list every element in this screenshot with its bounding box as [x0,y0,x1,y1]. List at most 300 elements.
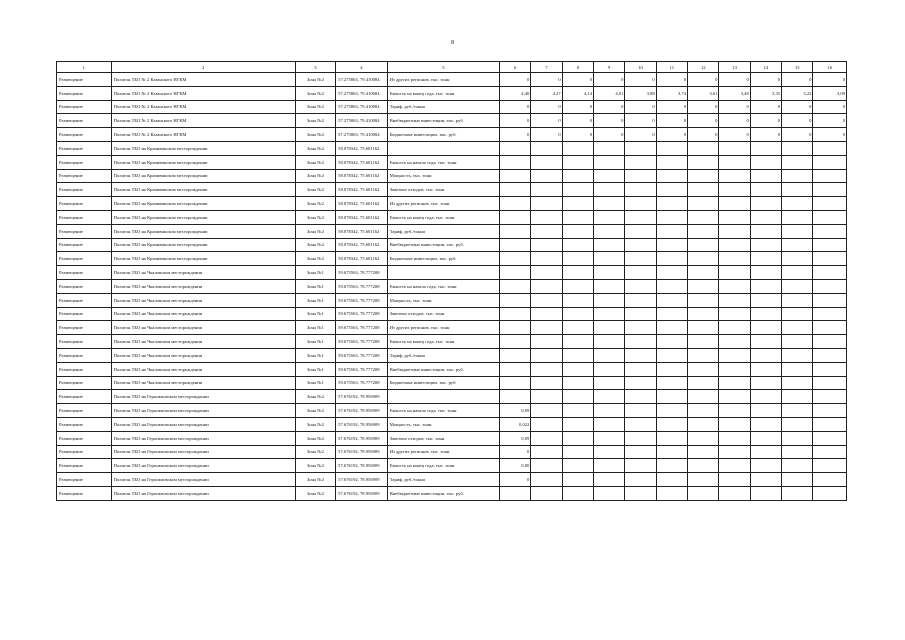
coordinates-cell: 58.078342, 75.601162 [336,183,388,197]
table-row [57,197,847,211]
zone-cell: Зона №2 [295,473,335,487]
facility-name-cell: Полигон ТБО на Крапивинском месторождении [111,183,295,197]
value-cell [625,431,656,445]
table-row [57,114,847,128]
value-cell [656,293,687,307]
value-cell [500,486,531,500]
value-cell [750,362,781,376]
value-cell [688,224,719,238]
value-cell: 3,48 [719,86,750,100]
value-cell [562,376,593,390]
value-cell [594,473,625,487]
indicator-cell: Мощность, тыс. тонн [387,169,499,183]
value-cell: 0 [656,100,687,114]
value-cell [750,307,781,321]
activity-cell: Размещение [57,293,112,307]
value-cell [719,279,750,293]
value-cell [813,197,847,211]
zone-cell: Зона №2 [295,128,335,142]
zone-cell: Зона №2 [295,445,335,459]
value-cell [782,404,813,418]
value-cell [813,335,847,349]
value-cell [813,266,847,280]
activity-cell: Размещение [57,335,112,349]
value-cell: 0 [625,114,656,128]
value-cell [782,238,813,252]
value-cell [562,238,593,252]
facility-name-cell: Полигон ТБО на Герасимовском месторождении [111,486,295,500]
value-cell [531,417,562,431]
value-cell [656,445,687,459]
facility-name-cell: Полигон ТБО на Чкаловском месторождении [111,335,295,349]
value-cell [813,473,847,487]
value-cell [750,486,781,500]
value-cell [625,417,656,431]
activity-cell: Размещение [57,114,112,128]
value-cell: 3,09 [813,86,847,100]
value-cell [813,348,847,362]
indicator-cell: Завезено отходов, тыс. тонн [387,307,499,321]
value-cell: 0 [688,73,719,87]
zone-cell: Зона №2 [295,390,335,404]
table-row [57,100,847,114]
column-number-13: 13 [719,62,750,73]
activity-cell: Размещение [57,486,112,500]
value-cell [688,252,719,266]
value-cell [688,169,719,183]
value-cell [562,279,593,293]
activity-cell: Размещение [57,86,112,100]
value-cell [719,404,750,418]
value-cell [625,197,656,211]
value-cell [500,321,531,335]
value-cell [531,266,562,280]
value-cell: 0 [500,445,531,459]
zone-cell: Зона №1 [295,335,335,349]
value-cell [656,252,687,266]
value-cell [562,459,593,473]
table-row [57,431,847,445]
zone-cell: Зона №2 [295,86,335,100]
zone-cell: Зона №2 [295,238,335,252]
value-cell: 0 [562,73,593,87]
value-cell [531,473,562,487]
table-row [57,376,847,390]
value-cell [813,376,847,390]
coordinates-cell: 58.078342, 75.601162 [336,169,388,183]
column-number-8: 8 [562,62,593,73]
table-row [57,417,847,431]
coordinates-cell: 58.078342, 75.601162 [336,224,388,238]
activity-cell: Размещение [57,321,112,335]
value-cell [625,473,656,487]
value-cell [813,155,847,169]
coordinates-cell: 57.676192, 78.956909 [336,404,388,418]
value-cell: 0 [813,73,847,87]
value-cell [625,445,656,459]
value-cell [719,348,750,362]
value-cell [562,155,593,169]
value-cell [656,459,687,473]
value-cell [531,141,562,155]
value-cell [531,348,562,362]
value-cell [531,321,562,335]
value-cell [782,417,813,431]
value-cell [656,155,687,169]
value-cell [656,321,687,335]
value-cell [531,431,562,445]
value-cell [562,321,593,335]
facility-name-cell: Полигон ТБО № 2 Казанского НГКМ [111,86,295,100]
value-cell [625,183,656,197]
value-cell [656,224,687,238]
value-cell [813,459,847,473]
value-cell [656,169,687,183]
facility-name-cell: Полигон ТБО на Герасимовском месторождении [111,473,295,487]
value-cell: 0 [782,128,813,142]
activity-cell: Размещение [57,279,112,293]
value-cell [782,197,813,211]
indicator-cell [387,141,499,155]
value-cell [531,238,562,252]
value-cell [750,155,781,169]
value-cell: 0 [750,128,781,142]
value-cell [719,473,750,487]
zone-cell: Зона №1 [295,362,335,376]
value-cell: 0 [782,114,813,128]
column-number-5: 5 [387,62,499,73]
value-cell [782,293,813,307]
value-cell [531,224,562,238]
value-cell [625,266,656,280]
value-cell [562,486,593,500]
activity-cell: Размещение [57,307,112,321]
value-cell [531,210,562,224]
facility-name-cell: Полигон ТБО № 2 Казанского НГКМ [111,100,295,114]
coordinates-cell: 57.275863, 79.410084 [336,86,388,100]
value-cell [782,486,813,500]
value-cell: 0 [750,114,781,128]
indicator-cell: Внебюджетные инвестиции, тыс. руб. [387,114,499,128]
value-cell [813,141,847,155]
value-cell [500,362,531,376]
table-row [57,404,847,418]
value-cell [750,348,781,362]
value-cell: 0 [688,114,719,128]
value-cell [531,197,562,211]
value-cell [562,169,593,183]
facility-name-cell: Полигон ТБО на Крапивинском месторождении [111,210,295,224]
value-cell [594,252,625,266]
value-cell: 4,40 [500,86,531,100]
table-row [57,348,847,362]
value-cell [750,459,781,473]
value-cell [719,141,750,155]
value-cell [813,307,847,321]
column-number-2: 2 [111,62,295,73]
value-cell [594,155,625,169]
facility-name-cell: Полигон ТБО на Чкаловском месторождении [111,307,295,321]
value-cell [656,266,687,280]
activity-cell: Размещение [57,431,112,445]
coordinates-cell: 57.275863, 79.410084 [336,100,388,114]
activity-cell: Размещение [57,141,112,155]
value-cell [813,183,847,197]
value-cell [719,155,750,169]
value-cell [750,141,781,155]
activity-cell: Размещение [57,128,112,142]
value-cell [750,431,781,445]
value-cell [719,417,750,431]
value-cell: 0 [562,114,593,128]
waste-facilities-table [56,61,847,501]
value-cell [594,293,625,307]
value-cell [594,279,625,293]
value-cell: 0 [719,73,750,87]
indicator-cell: Емкость на начало года, тыс. тонн [387,279,499,293]
activity-cell: Размещение [57,73,112,87]
value-cell [688,459,719,473]
value-cell [500,197,531,211]
value-cell [719,431,750,445]
value-cell [625,348,656,362]
coordinates-cell: 59.675563, 78.777208 [336,335,388,349]
facility-name-cell: Полигон ТБО на Крапивинском месторождении [111,169,295,183]
zone-cell: Зона №2 [295,100,335,114]
indicator-cell: Емкость на конец года, тыс. тонн [387,459,499,473]
column-number-15: 15 [782,62,813,73]
value-cell [719,445,750,459]
value-cell [531,169,562,183]
coordinates-cell: 59.675563, 78.777208 [336,348,388,362]
value-cell [813,224,847,238]
value-cell [594,417,625,431]
activity-cell: Размещение [57,404,112,418]
value-cell [656,197,687,211]
value-cell [782,348,813,362]
value-cell [656,362,687,376]
value-cell [594,390,625,404]
value-cell [562,266,593,280]
value-cell [594,404,625,418]
indicator-cell: Бюджетные инвестиции, тыс. руб. [387,252,499,266]
value-cell [688,376,719,390]
facility-name-cell: Полигон ТБО на Чкаловском месторождении [111,279,295,293]
value-cell [500,390,531,404]
indicator-cell: Из других регионов, тыс. тонн [387,321,499,335]
activity-cell: Размещение [57,224,112,238]
indicator-cell: Внебюджетные инвестиции, тыс. руб. [387,486,499,500]
activity-cell: Размещение [57,169,112,183]
value-cell [594,321,625,335]
value-cell [719,210,750,224]
zone-cell: Зона №2 [295,404,335,418]
value-cell [531,445,562,459]
value-cell [719,183,750,197]
coordinates-cell: 59.675563, 78.777208 [336,279,388,293]
value-cell [625,335,656,349]
table-row [57,335,847,349]
value-cell [500,141,531,155]
coordinates-cell: 57.676192, 78.956909 [336,473,388,487]
activity-cell: Размещение [57,445,112,459]
value-cell [656,279,687,293]
value-cell [782,376,813,390]
value-cell [625,169,656,183]
activity-cell: Размещение [57,210,112,224]
value-cell [594,445,625,459]
value-cell [500,238,531,252]
coordinates-cell: 57.676192, 78.956909 [336,486,388,500]
value-cell [750,417,781,431]
zone-cell: Зона №1 [295,266,335,280]
value-cell [688,210,719,224]
value-cell [594,348,625,362]
table-row [57,141,847,155]
indicator-cell: Тариф, руб./тонна [387,473,499,487]
value-cell [594,335,625,349]
value-cell: 0 [594,114,625,128]
value-cell [656,376,687,390]
zone-cell: Зона №2 [295,73,335,87]
value-cell [562,197,593,211]
value-cell [688,404,719,418]
facility-name-cell: Полигон ТБО на Герасимовском месторождении [111,459,295,473]
value-cell [750,293,781,307]
value-cell: 0 [750,100,781,114]
value-cell [562,224,593,238]
value-cell: 0 [656,73,687,87]
indicator-cell: Емкость на начало года, тыс. тонн [387,155,499,169]
value-cell [688,417,719,431]
value-cell [688,279,719,293]
coordinates-cell: 57.676192, 78.956909 [336,445,388,459]
indicator-cell: Емкость на конец года, тыс. тонн [387,86,499,100]
value-cell [594,431,625,445]
value-cell [656,473,687,487]
value-cell [719,376,750,390]
activity-cell: Размещение [57,100,112,114]
value-cell [562,183,593,197]
value-cell [531,293,562,307]
activity-cell: Размещение [57,155,112,169]
value-cell [531,404,562,418]
value-cell [531,390,562,404]
value-cell [813,431,847,445]
indicator-cell: Бюджетные инвестиции, тыс. руб. [387,376,499,390]
value-cell [688,473,719,487]
value-cell: 0 [688,128,719,142]
facility-name-cell: Полигон ТБО на Крапивинском месторождении [111,141,295,155]
indicator-cell [387,266,499,280]
value-cell: 0 [594,128,625,142]
table-row [57,362,847,376]
coordinates-cell: 58.078342, 75.601162 [336,197,388,211]
activity-cell: Размещение [57,376,112,390]
table-row [57,266,847,280]
value-cell [500,252,531,266]
zone-cell: Зона №2 [295,459,335,473]
value-cell: 0 [625,128,656,142]
indicator-cell: Завезено отходов, тыс. тонн [387,183,499,197]
table-row [57,238,847,252]
value-cell [782,445,813,459]
value-cell: 0 [500,473,531,487]
value-cell [656,335,687,349]
value-cell [562,390,593,404]
value-cell [562,335,593,349]
table-row [57,252,847,266]
table-row [57,224,847,238]
value-cell [688,293,719,307]
value-cell [531,252,562,266]
value-cell [688,238,719,252]
value-cell [656,417,687,431]
value-cell: 0 [782,73,813,87]
value-cell [594,183,625,197]
value-cell [719,486,750,500]
value-cell: 0 [562,100,593,114]
coordinates-cell: 59.675563, 78.777208 [336,293,388,307]
value-cell [750,321,781,335]
column-number-7: 7 [531,62,562,73]
activity-cell: Размещение [57,473,112,487]
value-cell [562,348,593,362]
value-cell [625,224,656,238]
value-cell [688,390,719,404]
zone-cell: Зона №2 [295,197,335,211]
value-cell [750,183,781,197]
value-cell [500,210,531,224]
value-cell [656,404,687,418]
value-cell [719,335,750,349]
value-cell [531,155,562,169]
value-cell [562,293,593,307]
column-number-16: 16 [813,62,847,73]
value-cell [594,141,625,155]
value-cell [500,183,531,197]
value-cell: 0 [750,73,781,87]
value-cell [625,238,656,252]
coordinates-cell: 59.675563, 78.777208 [336,266,388,280]
value-cell [719,197,750,211]
value-cell [656,141,687,155]
indicator-cell: Емкость на конец года, тыс. тонн [387,210,499,224]
facility-name-cell: Полигон ТБО на Герасимовском месторождении [111,390,295,404]
value-cell [688,183,719,197]
value-cell [719,238,750,252]
value-cell [750,390,781,404]
value-cell [625,155,656,169]
value-cell [688,445,719,459]
value-cell: 0 [719,100,750,114]
value-cell [688,348,719,362]
facility-name-cell: Полигон ТБО на Чкаловском месторождении [111,376,295,390]
value-cell [782,141,813,155]
value-cell [594,307,625,321]
value-cell [688,486,719,500]
value-cell [594,376,625,390]
coordinates-cell: 59.675563, 78.777208 [336,362,388,376]
value-cell [500,169,531,183]
value-cell: 0 [813,114,847,128]
value-cell: 4,01 [594,86,625,100]
indicator-cell: Тариф, руб./тонна [387,224,499,238]
value-cell [719,293,750,307]
value-cell [750,169,781,183]
value-cell [813,390,847,404]
activity-cell: Размещение [57,459,112,473]
